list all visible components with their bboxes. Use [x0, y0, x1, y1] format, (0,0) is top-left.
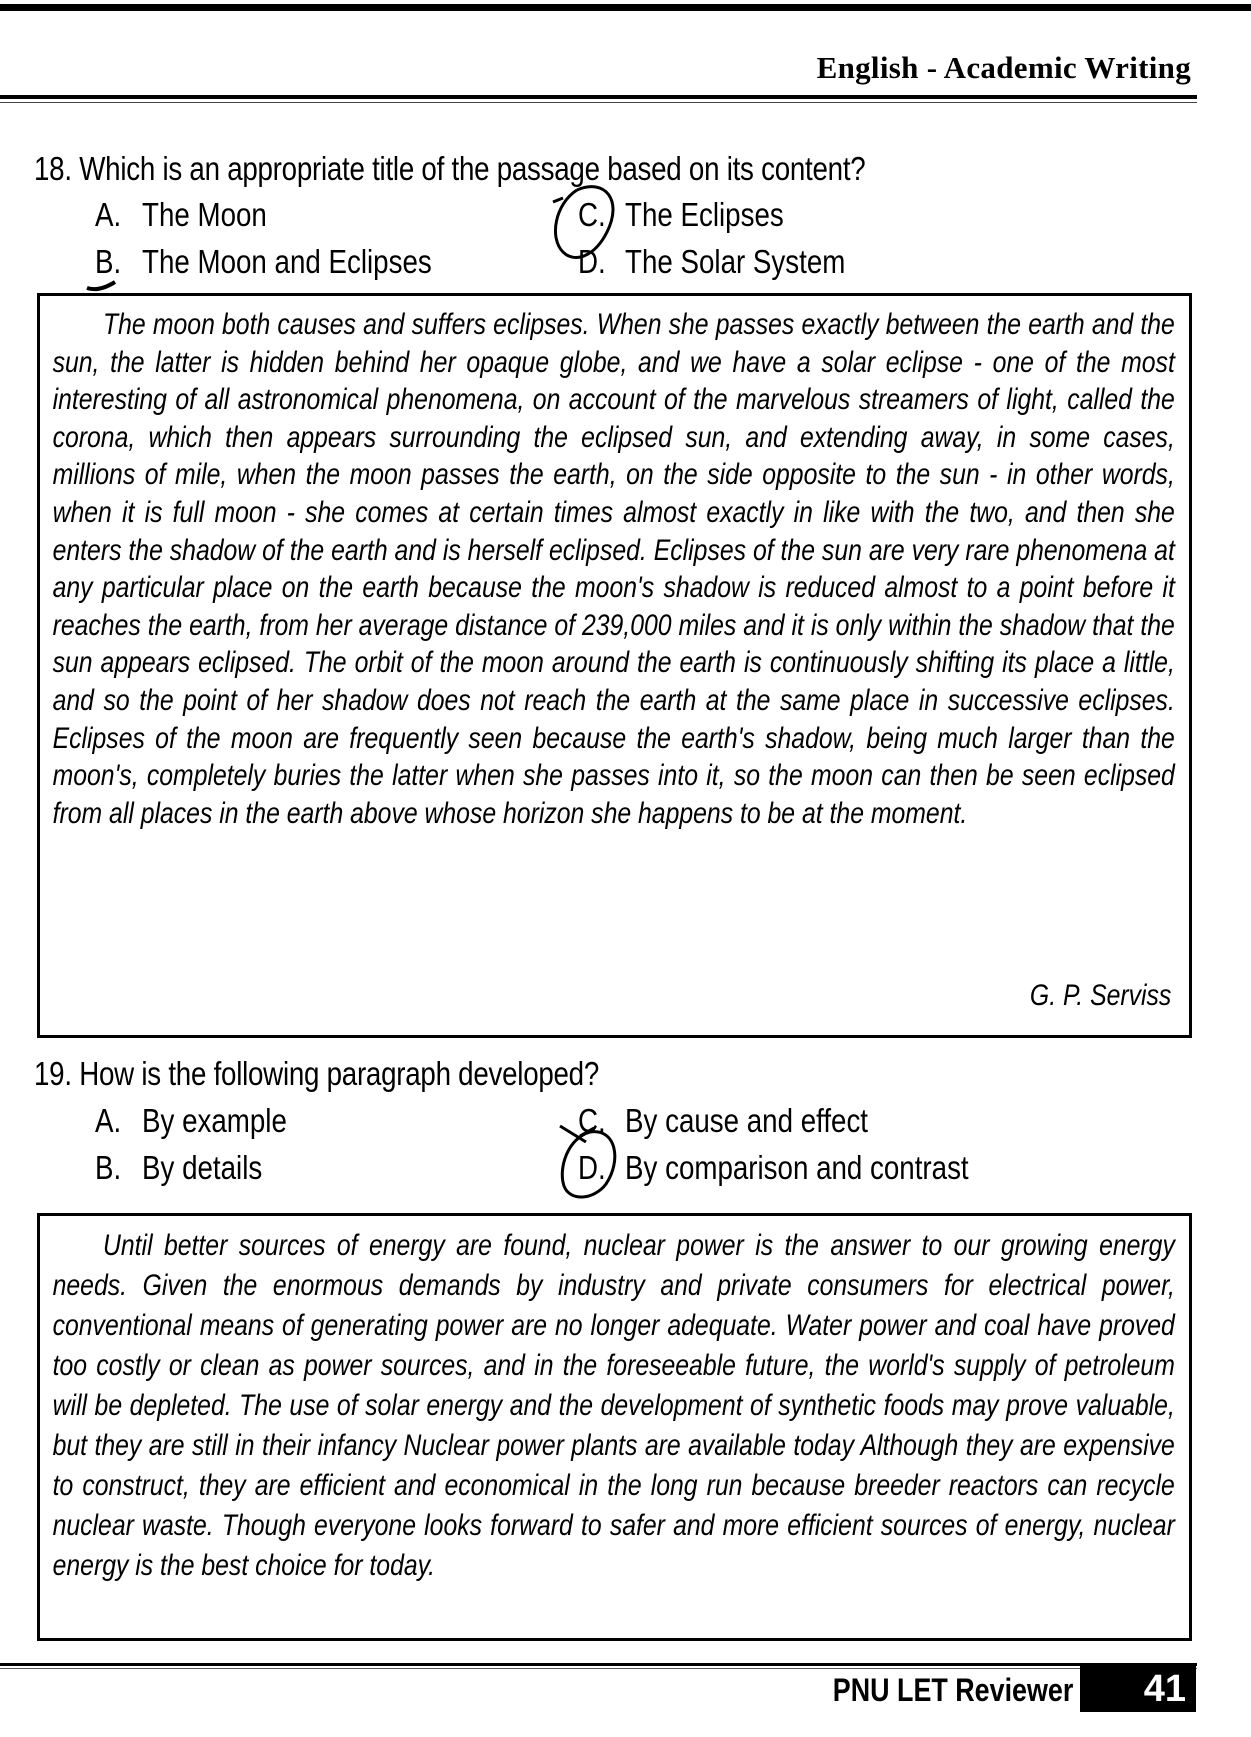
option-letter: C.	[578, 1102, 606, 1139]
option-text: The Solar System	[625, 243, 846, 280]
q18-option-c[interactable]	[578, 196, 784, 234]
option-text: The Moon	[142, 196, 267, 233]
question-19	[34, 1055, 599, 1093]
passage-box-1	[37, 293, 1192, 1038]
option-text: By example	[142, 1102, 287, 1139]
question-prompt: Which is an appropriate title of the passage based on its content?	[79, 150, 866, 187]
passage-text: Until better sources of energy are found, nuclear power is the answer to our growing energy needs. Given the enormous demands by industry and private consumers for electrical power, conventional means of generating power are no longer adequate. Water power and coal have proved too costly or clean as power sources, and in the foreseeable future, the world's supply of petroleum will be depleted. The use of solar energy and the development of synthetic foods may prove valuable, but they are still in their infancy Nuclear power plants are available today Although they are expensive to construct, they are efficient and economical in the long run because breeder reactors can recycle nuclear waste. Though everyone looks forward to safer and more efficient sources of energy, nuclear energy is the best choice for today.	[52, 1229, 1175, 1582]
question-18	[34, 150, 865, 188]
footer-title: PNU LET Reviewer	[832, 1672, 1073, 1708]
option-letter: A.	[95, 1102, 122, 1139]
q19-option-d[interactable]	[578, 1149, 969, 1187]
option-text: The Eclipses	[625, 196, 784, 233]
header-rule	[0, 95, 1197, 99]
passage-author: G. P. Serviss	[1029, 979, 1171, 1012]
passage-box-2	[37, 1213, 1192, 1641]
q19-option-b[interactable]	[95, 1149, 262, 1187]
option-letter: A.	[95, 196, 122, 233]
option-text: By details	[142, 1149, 263, 1186]
option-letter: B.	[95, 1149, 122, 1186]
option-letter: B.	[95, 243, 122, 280]
question-number: 19.	[34, 1055, 72, 1092]
footer-rule-thin	[0, 1668, 1197, 1669]
option-text: The Moon and Eclipses	[142, 243, 432, 280]
q18-option-a[interactable]	[95, 196, 267, 234]
footer-rule	[0, 1663, 1197, 1666]
option-letter: D.	[578, 243, 606, 280]
question-number: 18.	[34, 150, 72, 187]
q19-option-c[interactable]	[578, 1102, 868, 1140]
option-text: By comparison and contrast	[625, 1149, 969, 1186]
q18-option-b[interactable]	[95, 243, 432, 281]
question-prompt: How is the following paragraph developed?	[79, 1055, 600, 1092]
running-header: English - Academic Writing	[816, 50, 1191, 85]
q19-option-a[interactable]	[95, 1102, 287, 1140]
passage-text: The moon both causes and suffers eclipses. When she passes exactly between the earth and the sun, the latter is hidden behind her opaque globe, and we have a solar eclipse - one of the most interesting of all astronomical phenomena, on account of the marvelous streamers of light, called the corona, which then appears surrounding the eclipsed sun, and extending away, in some cases, millions of mile, when the moon passes the earth, on the side opposite to the sun - in other words, when it is full moon - she comes at certain times almost exactly in like with the two, and then she enters the shadow of the earth and is herself eclipsed. Eclipses of the sun are very rare phenomena at any particular place on the earth because the moon's shadow is reduced almost to a point before it reaches the earth, from her average distance of 239,000 miles and it is only within the shadow that the sun appears eclipsed. The orbit of the moon around the earth is continuously shifting its place a little, and so the point of her shadow does not reach the earth at the same place in successive eclipses. Eclipses of the moon are frequently seen because the earth's shadow, being much larger than the moon's, completely buries the latter when she passes into it, so the moon can then be seen eclipsed from all places in the earth above whose horizon she happens to be at the moment.	[52, 308, 1175, 830]
page-number: 41	[1080, 1666, 1196, 1712]
q18-option-d[interactable]	[578, 243, 845, 281]
header-rule-thin	[0, 102, 1197, 103]
option-text: By cause and effect	[625, 1102, 869, 1139]
option-letter: C.	[578, 196, 606, 233]
top-rule	[0, 4, 1251, 11]
option-letter: D.	[578, 1149, 606, 1186]
